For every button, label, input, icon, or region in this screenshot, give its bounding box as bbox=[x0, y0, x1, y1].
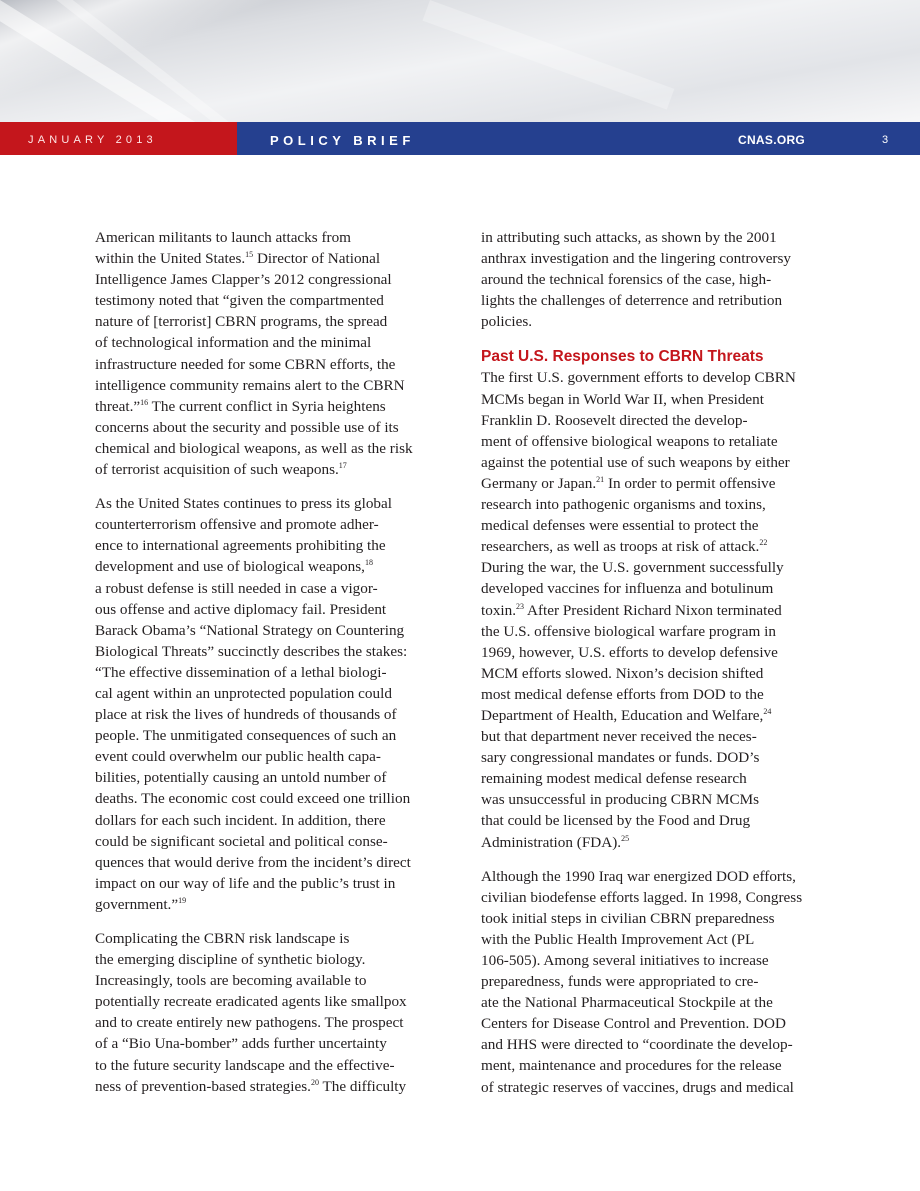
text-line: most medical defense efforts from DOD to the bbox=[481, 685, 764, 703]
footnote-ref[interactable]: 20 bbox=[310, 1077, 319, 1087]
paragraph bbox=[481, 367, 831, 852]
text-line: Although the 1990 Iraq war energized DOD efforts, bbox=[481, 867, 796, 885]
text-line: of a “Bio Una-bomber” adds further uncertainty bbox=[95, 1035, 387, 1053]
text-line: Administration (FDA).$^{25}$ bbox=[481, 833, 630, 851]
paragraph bbox=[481, 866, 831, 1098]
text-line: but that department never received the neces- bbox=[481, 728, 757, 746]
text-line: the emerging discipline of synthetic biology. bbox=[95, 951, 366, 969]
text-line: ate the National Pharmaceutical Stockpile at the bbox=[481, 994, 773, 1012]
text-line: around the technical forensics of the case, high- bbox=[481, 271, 772, 289]
text-line: anthrax investigation and the lingering controversy bbox=[481, 250, 791, 268]
text-line: ence to international agreements prohibiting the bbox=[95, 537, 386, 555]
text-line: researchers, as well as troops at risk of attack.$^{22}$ bbox=[481, 538, 768, 556]
text-line: place at risk the lives of hundreds of thousands of bbox=[95, 706, 397, 724]
text-line: potentially recreate eradicated agents like smallpox bbox=[95, 993, 407, 1011]
text-line: Centers for Disease Control and Prevention. DOD bbox=[481, 1015, 786, 1033]
text-line: 1969, however, U.S. efforts to develop defensive bbox=[481, 643, 778, 661]
text-line: of terrorist acquisition of such weapons.$^{17}$ bbox=[95, 460, 347, 479]
text-line: took initial steps in civilian CBRN preparedness bbox=[481, 909, 775, 927]
footnote-ref[interactable]: 23 bbox=[516, 601, 525, 611]
text-line: within the United States.$^{15}$ Director of National bbox=[95, 250, 381, 268]
text-line: deaths. The economic cost could exceed one trillion bbox=[95, 790, 411, 808]
text-line: Barack Obama’s “National Strategy on Countering bbox=[95, 621, 405, 639]
text-line: lights the challenges of deterrence and retribution bbox=[481, 292, 783, 310]
section-title: POLICY BRIEF bbox=[270, 133, 415, 148]
text-line: counterterrorism offensive and promote adher- bbox=[95, 516, 379, 534]
text-line: civilian biodefense efforts lagged. In 1998, Congress bbox=[481, 888, 803, 906]
text-line: and to create entirely new pathogens. The prospect bbox=[95, 1014, 404, 1032]
text-line: “The effective dissemination of a lethal biologi- bbox=[95, 663, 387, 681]
text-line: ous offense and active diplomacy fail. President bbox=[95, 600, 387, 618]
text-line: in attributing such attacks, as shown by the 2001 bbox=[481, 229, 777, 246]
text-line: The first U.S. government efforts to develop CBRN bbox=[481, 369, 796, 387]
text-line: dollars for each such incident. In addition, there bbox=[95, 811, 386, 829]
text-line: medical defenses were essential to protect the bbox=[481, 517, 759, 535]
paragraph bbox=[95, 493, 445, 915]
paragraph bbox=[95, 928, 445, 1097]
text-line: could be significant societal and political conse- bbox=[95, 832, 388, 850]
issue-date: JANUARY 2013 bbox=[28, 134, 157, 146]
text-line: and HHS were directed to “coordinate the develop- bbox=[481, 1036, 793, 1054]
page-number: 3 bbox=[882, 134, 889, 146]
text-line: event could overwhelm our public health capa- bbox=[95, 748, 381, 766]
text-line: preparedness, funds were appropriated to cre- bbox=[481, 973, 759, 991]
text-line: Complicating the CBRN risk landscape is bbox=[95, 930, 350, 947]
footnote-ref[interactable]: 22 bbox=[759, 538, 768, 548]
text-line: American militants to launch attacks from bbox=[95, 229, 351, 246]
text-line: MCM efforts slowed. Nixon’s decision shifted bbox=[481, 664, 764, 682]
text-line: toxin.$^{23}$ After President Richard Nixon terminated bbox=[481, 601, 782, 619]
footnote-ref[interactable]: 19 bbox=[178, 895, 187, 905]
header-red-band bbox=[0, 122, 237, 155]
text-line: people. The unmitigated consequences of such an bbox=[95, 727, 397, 745]
text-line: threat.”$^{16}$ The current conflict in Syria heightens bbox=[95, 397, 386, 415]
text-line: of technological information and the minimal bbox=[95, 334, 372, 352]
paragraph bbox=[95, 227, 445, 480]
paragraph bbox=[481, 227, 831, 332]
text-line: During the war, the U.S. government successfully bbox=[481, 559, 784, 577]
text-line: that could be licensed by the Food and Drug bbox=[481, 812, 751, 830]
footnote-ref[interactable]: 15 bbox=[245, 250, 254, 260]
text-line: chemical and biological weapons, as well as the risk bbox=[95, 439, 413, 457]
text-line: a robust defense is still needed in case a vigor- bbox=[95, 579, 378, 597]
text-line: government.”$^{19}$ bbox=[95, 895, 187, 913]
text-line: remaining modest medical defense research bbox=[481, 770, 747, 788]
text-line: MCMs began in World War II, when President bbox=[481, 390, 764, 408]
text-line: testimony noted that “given the compartmented bbox=[95, 292, 384, 310]
text-line: infrastructure needed for some CBRN efforts, the bbox=[95, 355, 396, 373]
text-line: bilities, potentially causing an untold number of bbox=[95, 769, 387, 787]
text-line: cal agent within an unprotected population could bbox=[95, 684, 392, 702]
text-line: Department of Health, Education and Welfare,$^{24}$ bbox=[481, 706, 772, 724]
section-heading: Past U.S. Responses to CBRN Threats bbox=[481, 348, 764, 366]
footnote-ref[interactable]: 18 bbox=[364, 558, 373, 568]
text-line: developed vaccines for influenza and botulinum bbox=[481, 580, 774, 598]
footnote-ref[interactable]: 24 bbox=[763, 706, 772, 716]
footnote-ref[interactable]: 16 bbox=[140, 397, 149, 407]
text-line: Germany or Japan.$^{21}$ In order to permit offensive bbox=[481, 474, 776, 492]
text-line: ment of offensive biological weapons to retaliate bbox=[481, 432, 778, 450]
header-background bbox=[0, 0, 920, 122]
text-line: to the future security landscape and the effective- bbox=[95, 1056, 395, 1074]
footnote-ref[interactable]: 21 bbox=[596, 474, 605, 484]
text-line: sary congressional mandates or funds. DOD’s bbox=[481, 749, 760, 767]
site-link[interactable]: CNAS.ORG bbox=[738, 133, 806, 147]
text-line: ment, maintenance and procedures for the release bbox=[481, 1057, 782, 1075]
text-line: of strategic reserves of vaccines, drugs and medical bbox=[481, 1078, 794, 1096]
text-line: nature of [terrorist] CBRN programs, the spread bbox=[95, 313, 388, 331]
text-line: concerns about the security and possible use of its bbox=[95, 418, 399, 436]
text-line: policies. bbox=[481, 313, 533, 331]
text-line: against the potential use of such weapons by either bbox=[481, 453, 790, 471]
text-line: the U.S. offensive biological warfare program in bbox=[481, 622, 776, 640]
left-column bbox=[95, 227, 445, 1097]
text-line: ness of prevention-based strategies.$^{20}$ The difficulty bbox=[95, 1077, 407, 1095]
text-line: Increasingly, tools are becoming available to bbox=[95, 972, 367, 990]
text-line: impact on our way of life and the public’s trust in bbox=[95, 874, 396, 892]
text-line: Biological Threats” succinctly describes the stakes: bbox=[95, 642, 408, 660]
text-line: Franklin D. Roosevelt directed the develop- bbox=[481, 411, 748, 429]
text-line: Intelligence James Clapper’s 2012 congressional bbox=[95, 271, 392, 289]
decorative-stripe bbox=[422, 0, 674, 110]
text-line: with the Public Health Improvement Act (PL bbox=[481, 930, 755, 948]
text-line: 106-505). Among several initiatives to increase bbox=[481, 952, 769, 969]
header-blue-band bbox=[237, 122, 920, 155]
text-line: quences that would derive from the incident’s direct bbox=[95, 853, 411, 871]
text-line: was unsuccessful in producing CBRN MCMs bbox=[481, 791, 760, 809]
text-line: development and use of biological weapons,$^{18}$ bbox=[95, 558, 373, 576]
footnote-ref[interactable]: 17 bbox=[338, 460, 347, 470]
header-bar bbox=[0, 122, 920, 155]
text-line: intelligence community remains alert to the CBRN bbox=[95, 376, 405, 394]
footnote-ref[interactable]: 25 bbox=[621, 833, 630, 843]
text-line: research into pathogenic organisms and toxins, bbox=[481, 496, 766, 514]
right-column bbox=[481, 227, 831, 1098]
text-line: As the United States continues to press its global bbox=[95, 495, 392, 513]
